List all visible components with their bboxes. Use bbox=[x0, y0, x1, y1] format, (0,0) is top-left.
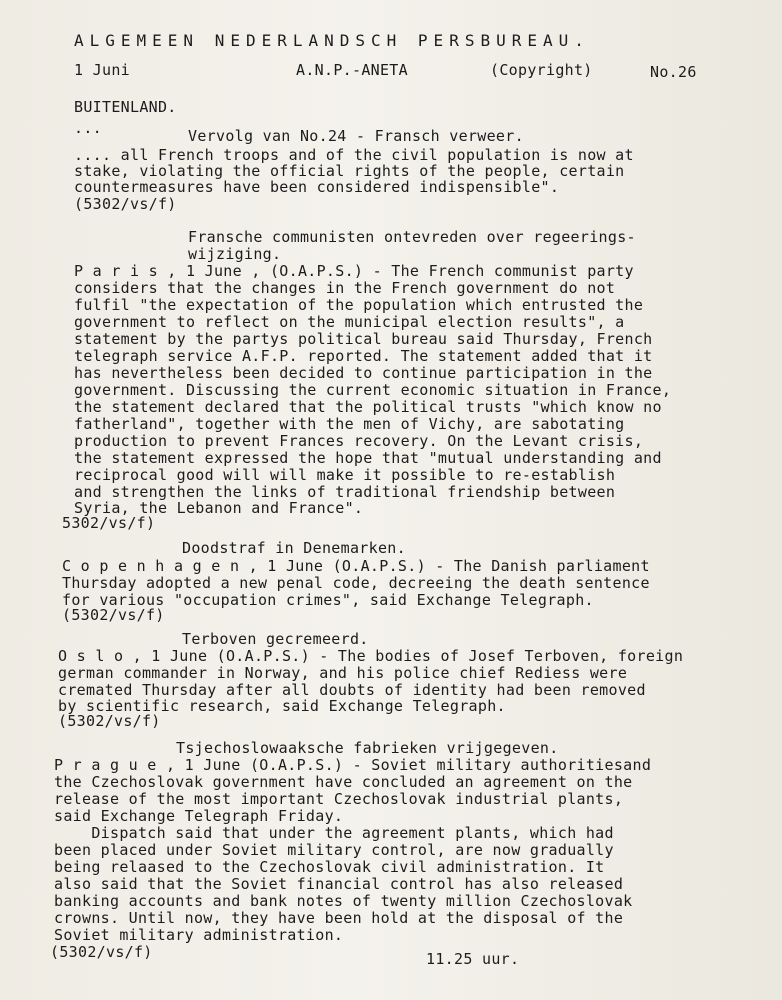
article-reference: (5302/vs/f) bbox=[58, 712, 161, 730]
article-line: O s l o , 1 June (O.A.P.S.) - The bodies of Josef Terboven, foreign bbox=[58, 647, 684, 665]
header-copyright: (Copyright) bbox=[490, 61, 593, 79]
article-title: Tsjechoslowaaksche fabrieken vrijgegeven. bbox=[176, 739, 559, 757]
article-reference: (5302/vs/f) bbox=[50, 943, 153, 961]
article-line: Dispatch said that under the agreement plants, which had bbox=[54, 824, 614, 842]
article-line: production to prevent Frances recovery. On the Levant crisis, bbox=[74, 432, 644, 450]
article-reference: (5302/vs/f) bbox=[62, 606, 165, 624]
article-line: said Exchange Telegraph Friday. bbox=[54, 807, 344, 825]
article-reference: 5302/vs/f) bbox=[62, 514, 156, 532]
section-title: BUITENLAND. bbox=[74, 98, 177, 116]
article-line: reciprocal good will will make it possible to re-establish bbox=[74, 466, 616, 484]
header-date: 1 Juni bbox=[74, 61, 130, 79]
article-line: crowns. Until now, they have been hold at the disposal of the bbox=[54, 909, 624, 927]
article-reference: (5302/vs/f) bbox=[74, 195, 177, 213]
article-line: telegraph service A.F.P. reported. The statement added that it bbox=[74, 347, 653, 365]
article-line: countermeasures have been considered indispensible". bbox=[74, 178, 560, 196]
article-title-cont: wijziging. bbox=[188, 245, 282, 263]
agency-header: ALGEMEEN NEDERLANDSCH PERSBUREAU. bbox=[74, 31, 590, 50]
article-line: Soviet military administration. bbox=[54, 926, 344, 944]
article-title: Terboven gecremeerd. bbox=[182, 630, 369, 648]
footer-time: 11.25 uur. bbox=[426, 950, 520, 968]
article-line: fulfil "the expectation of the population which entrusted the bbox=[74, 296, 644, 314]
article-line: german commander in Norway, and his police chief Rediess were bbox=[58, 664, 628, 682]
article-line: government to reflect on the municipal election results", a bbox=[74, 313, 625, 331]
article-line: C o p e n h a g e n , 1 June (O.A.P.S.) - The Danish parliament bbox=[62, 557, 650, 575]
article-line: P a r i s , 1 June , (O.A.P.S.) - The French communist party bbox=[74, 262, 634, 280]
article-line: banking accounts and bank notes of twenty million Czechoslovak bbox=[54, 892, 633, 910]
article-line: considers that the changes in the French government do not bbox=[74, 279, 616, 297]
article-line: Syria, the Lebanon and France". bbox=[74, 499, 364, 517]
article-line: the statement expressed the hope that "mutual understanding and bbox=[74, 449, 662, 467]
article-line: by scientific research, said Exchange Telegraph. bbox=[58, 697, 506, 715]
article-line: release of the most important Czechoslovak industrial plants, bbox=[54, 790, 624, 808]
article-line: for various "occupation crimes", said Exchange Telegraph. bbox=[62, 591, 594, 609]
article-line: statement by the partys political bureau said Thursday, French bbox=[74, 330, 653, 348]
article-line: has nevertheless been decided to continue participation in the bbox=[74, 364, 653, 382]
article-title: Doodstraf in Denemarken. bbox=[182, 539, 406, 557]
article-line: government. Discussing the current economic situation in France, bbox=[74, 381, 672, 399]
article-line: .... all French troops and of the civil population is now at bbox=[74, 146, 634, 164]
leader-dots: ... bbox=[74, 119, 102, 137]
article-line: and strengthen the links of traditional friendship between bbox=[74, 483, 616, 501]
article-line: cremated Thursday after all doubts of identity had been removed bbox=[58, 681, 646, 699]
article-line: P r a g u e , 1 June (O.A.P.S.) - Soviet military authoritiesand bbox=[54, 756, 652, 774]
header-number: No.26 bbox=[650, 63, 697, 81]
article-line: Thursday adopted a new penal code, decreeing the death sentence bbox=[62, 574, 650, 592]
article-line: been placed under Soviet military control, are now gradually bbox=[54, 841, 614, 859]
article-line: being relaased to the Czechoslovak civil administration. It bbox=[54, 858, 605, 876]
header-service: A.N.P.-ANETA bbox=[296, 61, 408, 79]
article-line: the Czechoslovak government have concluded an agreement on the bbox=[54, 773, 633, 791]
article-title: Fransche communisten ontevreden over regeerings- bbox=[188, 228, 636, 246]
article-line: fatherland", together with the men of Vichy, are sabotating bbox=[74, 415, 625, 433]
article-line: also said that the Soviet financial control has also released bbox=[54, 875, 624, 893]
article-line: stake, violating the official rights of the people, certain bbox=[74, 162, 625, 180]
article-line: the statement declared that the political trusts "which know no bbox=[74, 398, 662, 416]
article-title: Vervolg van No.24 - Fransch verweer. bbox=[188, 127, 524, 145]
